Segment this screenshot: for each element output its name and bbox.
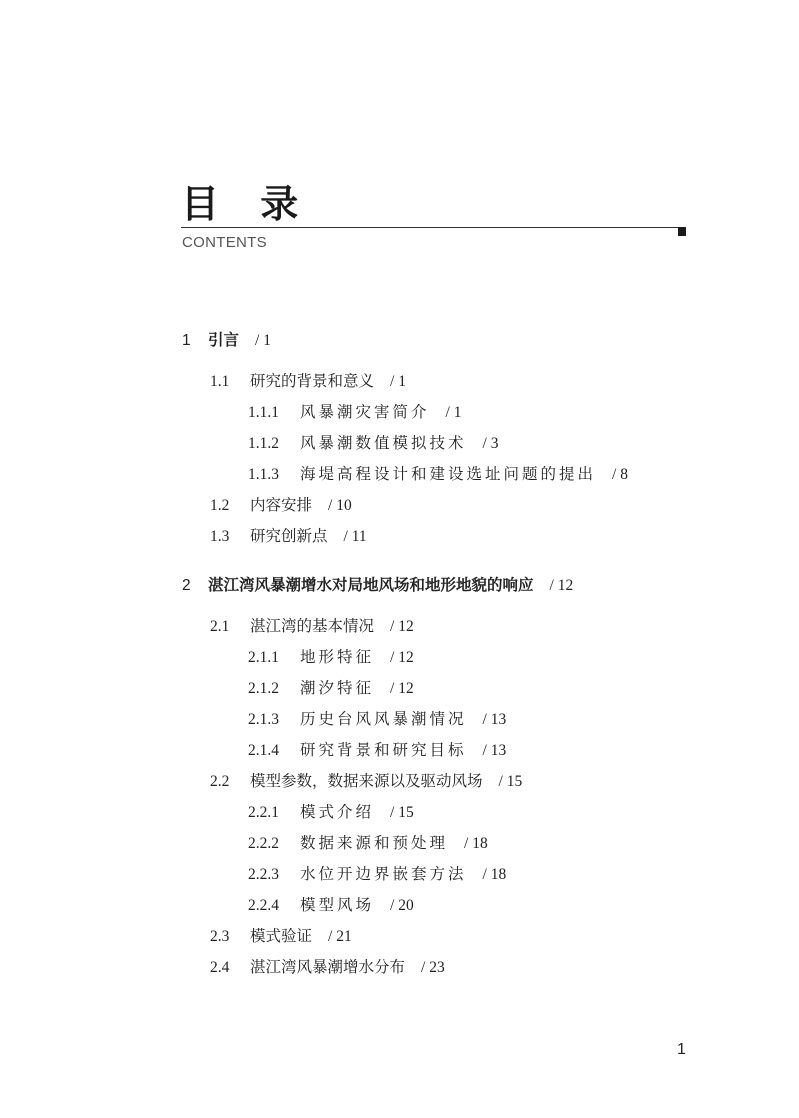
toc-entry-section[interactable]: [210, 370, 406, 393]
toc-entry-subsection[interactable]: [248, 646, 414, 669]
toc-entry-title: 湛江湾风暴潮增水对局地风场和地形地貌的响应: [208, 576, 534, 594]
toc-entry-number: 2.2.1: [248, 804, 279, 821]
toc-entry-title: 内容安排: [250, 496, 313, 514]
toc-entry-number: 1.3: [210, 528, 230, 545]
toc-entry-number: 2.2.2: [248, 835, 279, 852]
toc-entry-number: 1.1.2: [248, 435, 279, 452]
toc-entry-page: / 23: [421, 959, 445, 976]
toc-entry-title: 风暴潮数值模拟技术: [300, 434, 467, 452]
toc-entry-section[interactable]: [210, 956, 445, 979]
toc-entry-page: / 1: [390, 373, 406, 390]
page-subtitle: CONTENTS: [182, 234, 267, 251]
toc-entry-number: 2.2.3: [248, 866, 279, 883]
page-title: 目 录: [181, 182, 313, 226]
toc-entry-number: 2.1.4: [248, 742, 279, 759]
toc-entry-title: 风暴潮灾害简介: [300, 403, 430, 421]
toc-entry-number: 2: [182, 577, 191, 594]
toc-entry-title: 湛江湾的基本情况: [250, 617, 375, 635]
toc-entry-page: / 12: [390, 649, 414, 666]
toc-entry-number: 1.1: [210, 373, 230, 390]
toc-entry-title: 研究创新点: [250, 527, 328, 545]
toc-entry-page: / 18: [464, 835, 488, 852]
toc-entry-title: 引言: [208, 331, 240, 349]
toc-entry-subsection[interactable]: [248, 708, 506, 731]
toc-entry-subsection[interactable]: [248, 739, 506, 762]
toc-entry-section[interactable]: [210, 525, 367, 548]
toc-entry-subsection[interactable]: [248, 863, 506, 886]
toc-entry-section[interactable]: [210, 615, 414, 638]
toc-entry-title: 潮汐特征: [300, 679, 375, 697]
toc-entry-number: 2.2: [210, 773, 230, 790]
toc-entry-section[interactable]: [210, 770, 522, 793]
toc-entry-title: 水位开边界嵌套方法: [300, 865, 467, 883]
toc-entry-subsection[interactable]: [248, 801, 414, 824]
toc-entry-title: 模式介绍: [300, 803, 375, 821]
toc-entry-page: / 3: [482, 435, 499, 452]
toc-entry-page: / 18: [482, 866, 507, 883]
toc-entry-page: / 15: [390, 804, 414, 821]
toc-entry-number: 2.1: [210, 618, 230, 635]
toc-entry-number: 2.1.1: [248, 649, 279, 666]
toc-entry-page: / 12: [390, 618, 414, 635]
toc-entry-page: / 10: [328, 497, 352, 514]
toc-entry-number: 1.1.3: [248, 466, 279, 483]
toc-entry-subsection[interactable]: [248, 832, 488, 855]
toc-entry-title: 历史台风风暴潮情况: [300, 710, 467, 728]
toc-entry-page: / 1: [445, 404, 462, 421]
toc-entry-number: 2.4: [210, 959, 230, 976]
toc-entry-number: 2.3: [210, 928, 230, 945]
toc-entry-title: 研究背景和研究目标: [300, 741, 467, 759]
toc-entry-page: / 20: [390, 897, 414, 914]
toc-entry-section[interactable]: [210, 494, 352, 517]
toc-entry-section[interactable]: [210, 925, 352, 948]
toc-entry-title: 海堤高程设计和建设选址问题的提出: [300, 465, 597, 483]
toc-entry-title: 研究的背景和意义: [250, 372, 375, 390]
toc-entry-subsection[interactable]: [248, 432, 498, 455]
toc-entry-page: / 1: [255, 332, 271, 349]
toc-entry-page: / 8: [612, 466, 628, 483]
toc-entry-page: / 13: [482, 742, 507, 759]
toc-entry-title: 湛江湾风暴潮增水分布: [250, 958, 406, 976]
toc-entry-title: 模型参数，数据来源以及驱动风场: [250, 772, 483, 790]
toc-entry-chapter[interactable]: [182, 574, 573, 597]
toc-entry-title: 模式验证: [250, 927, 313, 945]
toc-entry-page: / 11: [343, 528, 367, 545]
toc-entry-page: / 12: [390, 680, 414, 697]
toc-entry-title: 数据来源和预处理: [300, 834, 449, 852]
toc-entry-number: 2.1.3: [248, 711, 279, 728]
toc-entry-page: / 15: [498, 773, 523, 790]
toc-entry-page: / 13: [482, 711, 507, 728]
toc-entry-page: / 21: [328, 928, 352, 945]
toc-entry-subsection[interactable]: [248, 894, 414, 917]
toc-entry-subsection[interactable]: [248, 401, 461, 424]
toc-entry-number: 2.1.2: [248, 680, 279, 697]
toc-entry-number: 1.2: [210, 497, 230, 514]
toc-entry-title: 地形特征: [300, 648, 375, 666]
toc-entry-page: / 12: [549, 577, 574, 594]
toc-entry-title: 模型风场: [300, 896, 375, 914]
toc-entry-number: 1.1.1: [248, 404, 279, 421]
toc-entry-subsection[interactable]: [248, 463, 628, 486]
toc-entry-subsection[interactable]: [248, 677, 414, 700]
toc-entry-number: 1: [182, 332, 191, 349]
toc-entry-chapter[interactable]: [182, 329, 271, 352]
toc-entry-number: 2.2.4: [248, 897, 279, 914]
page-number: 1: [677, 1041, 686, 1058]
